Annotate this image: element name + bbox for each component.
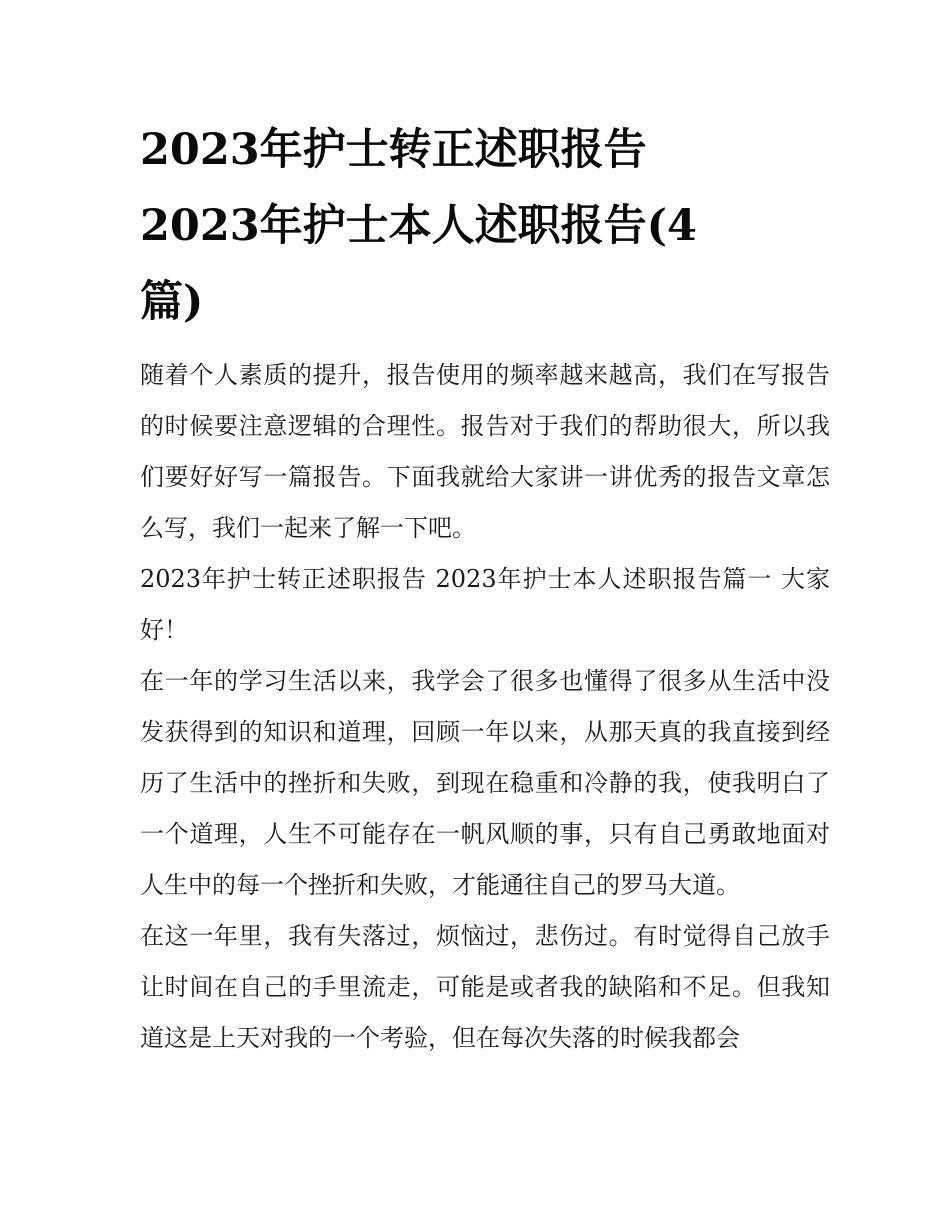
body-paragraph-2: 在这一年里，我有失落过，烦恼过，悲伤过。有时觉得自己放手让时间在自己的手里流走，可能是或者我的缺陷和不足。但我知道这是上天对我的一个考验，但在每次失落的时候我都会: [140, 922, 830, 1052]
document-title: [140, 112, 830, 340]
title-line-3: 篇): [140, 277, 204, 327]
section-heading-paragraph: 2023年护士转正述职报告 2023年护士本人述职报告篇一 大家好！: [140, 565, 830, 644]
title-line-1: 2023年护士转正述职报告: [140, 125, 647, 175]
body-paragraph-1: 在一年的学习生活以来，我学会了很多也懂得了很多从生活中没发获得到的知识和道理，回顾一年以来，从那天真的我直接到经历了生活中的挫折和失败，到现在稳重和冷静的我，使我明白了一个道理，人生不可能存在一帆风顺的事，只有自己勇敢地面对人生中的每一个挫折和失败，才能通往自己的罗马大道。: [140, 667, 830, 899]
title-line-2: 2023年护士本人述职报告(4: [140, 201, 697, 251]
intro-paragraph: 随着个人素质的提升，报告使用的频率越来越高，我们在写报告的时候要注意逻辑的合理性。报告对于我们的帮助很大，所以我们要好好写一篇报告。下面我就给大家讲一讲优秀的报告文章怎么写，我们一起来了解一下吧。: [140, 361, 830, 542]
document-page: [140, 112, 830, 1064]
